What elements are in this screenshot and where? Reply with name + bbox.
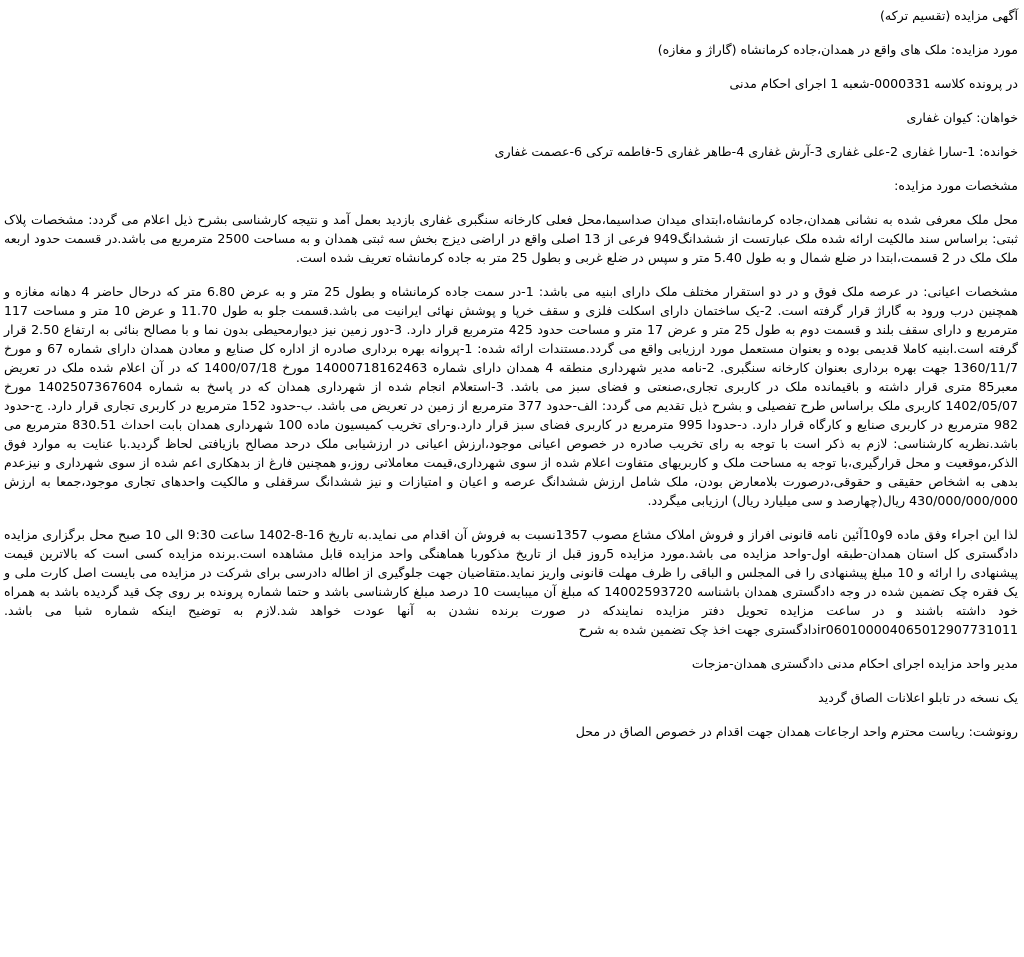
building-specs-paragraph: مشخصات اعیانی: در عرصه ملک فوق و در دو استقرار مختلف ملک دارای ابنیه می باشد: 1-در سمت جاده کرمانشاه و بطول 25 متر و به عرض 6.80 متر که درحال حاضر 4 دهانه مغازه و همچنین درب ورود به گاراژ قرار گرفته است. 2-یک ساختمان دارای اسکلت فلزی و سقف خرپا و پوشش نهائی ایرانیت می باشد.قسمت جلو به طول 11.70 و عرض 10 متر و مساحت 117 مترمربع و دارای سقف بلند و قسمت دوم به طول 25 متر و عرض 17 متر و مساحت حدود 425 مترمربع قرار دارد. 3-دور زمین نیز دیوارمحیطی بدون نما و با مصالح بنائی به ارتفاع 2.50 قرار گرفته است.ابنیه کاملا قدیمی بوده و بعنوان مستعمل مورد ارزیابی واقع می گردد.مستندات ارائه شده: 1-پروانه بهره برداری صادره از اداره کل صنایع و معادن همدان دارای شماره 67 و مورخ 1360/11/7 جهت بهره برداری بعنوان کارخانه سنگبری. 2-نامه مدیر شهرداری منطقه 4 همدان دارای شماره 14000718162463 مورخ 1400/07/18 که در آن اعلام شده ملک در تعریض معبر85 متری قرار داشته و باقیمانده ملک در کاربری تجاری،صنعتی و فضای سبز می باشد. 3-استعلام انجام شده از شهرداری همدان که در پاسخ به شماره 1402507367604 مورخ 1402/05/07 کاربری ملک براساس طرح تفصیلی و بشرح ذیل تقدیم می گردد: الف-حدود 377 مترمربع از زمین در تعریض می باشد. ب-حدود 152 مترمربع در کاربری تجاری قرار دارد. ج-حدود 982 مترمربع در کاربری صنایع و کارگاه قرار دارد. د-حدودا 995 مترمربع در کاربری فضای سبز قرار دارد.و-رای تخریب کمیسیون ماده 100 شهرداری همدان بابت احداث 830.51 مترمربع می باشد.نظریه کارشناسی: لازم به ذکر است با توجه به رای تخریب صادره در خصوص اعیانی موجود،ارزش اعیانی در ارزشیابی ملک درحد مصالح بازیافتی لحاظ گردید.با عنایت به موارد فوق الذکر،موقعیت و محل قرارگیری،با توجه به مساحت ملک و کاربریهای متفاوت اعلام شده از سوی شهرداری،قیمت معاملاتی روز،و همچنین فارغ از بدهکاری اعم شده از سوی شهرداری و نیزعدم بدهی به اشخاص حقیقی و حقوقی،درصورت بلامعارض بودن، ملک شامل ارزش ششدانگ عرصه و اعیان و امتیازات و نیز ششدانگ سرقفلی و مالکیت واحدهای تجاری موجود،جمعا به ارزش 430/000/000/000 ریال(چهارصد و سی میلیارد ریال) ارزیابی میگردد. xyxy=(4,284,1019,508)
plaintiff: خواهان: کیوان غفاری xyxy=(906,110,1018,125)
auction-subject: مورد مزایده: ملک های واقع در همدان،جاده کرمانشاه (گاراژ و مغازه) xyxy=(657,42,1018,57)
case-number: در پرونده کلاسه 0000331-شعبه 1 اجرای احکام مدنی xyxy=(729,76,1018,91)
manager-signature: مدیر واحد مزایده اجرای احکام مدنی دادگستری همدان-مزجات xyxy=(691,656,1018,671)
auction-notice xyxy=(4,6,1018,741)
notice-heading: آگهی مزایده (تقسیم ترکه) xyxy=(879,8,1018,23)
auction-terms-paragraph: لذا این اجراء وفق ماده 9و10آئین نامه قانونی افراز و فروش املاک مشاع مصوب 1357نسبت به فروش آن اقدام می نماید.به تاریخ 16-8-1402 ساعت 9:30 الی 10 صبح محل برگزاری مزایده دادگستری کل استان همدان-طبقه اول-واحد مزایده می باشد.مورد مزایده 5روز قبل از تاریخ مذکوربا هماهنگی واحد مزایده قابل مشاهده است.برنده مزایده کسی است که بالاترین قیمت پیشنهادی را ارائه و 10 مبلغ پیشنهادی را فی المجلس و الباقی را ظرف مهلت قانونی واریز نماید.متقاضیان جهت جلوگیری از اطاله دادرسی برای شرکت در مزایده می بایست اصل کارت ملی و یک فقره چک تضمین شده در وجه دادگستری همدان باشناسه 14002593720 که مبلغ آن میبایست 10 درصد مبلغ کارشناسی باشد و حتما شماره پرونده بر روی چک قید گردیده باشد به همراه خود داشته باشند و در ساعت مزایده تحویل دفتر مزایده نمایندکه در صورت برنده نشدن به آنها عودت خواهد شد.لازم به توضیح اینکه شماره شبا می باشد. ir060100004065012907731011دادگستری جهت اخذ چک تضمین شده به شرح xyxy=(4,527,1018,637)
specs-heading: مشخصات مورد مزایده: xyxy=(894,178,1018,193)
property-location-paragraph: محل ملک معرفی شده به نشانی همدان،جاده کرمانشاه،ابتدای میدان صداسیما،محل فعلی کارخانه سنگبری غفاری بازدید بعمل آمد و نتیجه کارشناسی بشرح ذیل اعلام می گردد: مشخصات پلاک ثبتی: براساس سند مالکیت ارائه شده ملک عبارتست از ششدانگ949 فرعی از 13 اصلی واقع در اراضی دیزج بخش سه ثبتی همدان و به مساحت 2500 مترمربع می باشد.در قسمت حدود اربعه ملک ملک در 2 قسمت،ابتدا در ضلع شمال و به طول 5.40 متر و سپس در ضلع غربی و بطول 25 متر به جاده کرمانشاه تعریف شده است. xyxy=(4,212,1018,265)
defendants: خوانده: 1-سارا غفاری 2-علی غفاری 3-آرش غفاری 4-طاهر غفاری 5-فاطمه ترکی 6-عصمت غفاری xyxy=(494,144,1018,159)
carbon-copy: رونوشت: ریاست محترم واحد ارجاعات همدان جهت اقدام در خصوص الصاق در محل xyxy=(575,724,1018,739)
bulletin-board-note: یک نسخه در تابلو اعلانات الصاق گردید xyxy=(818,690,1018,705)
